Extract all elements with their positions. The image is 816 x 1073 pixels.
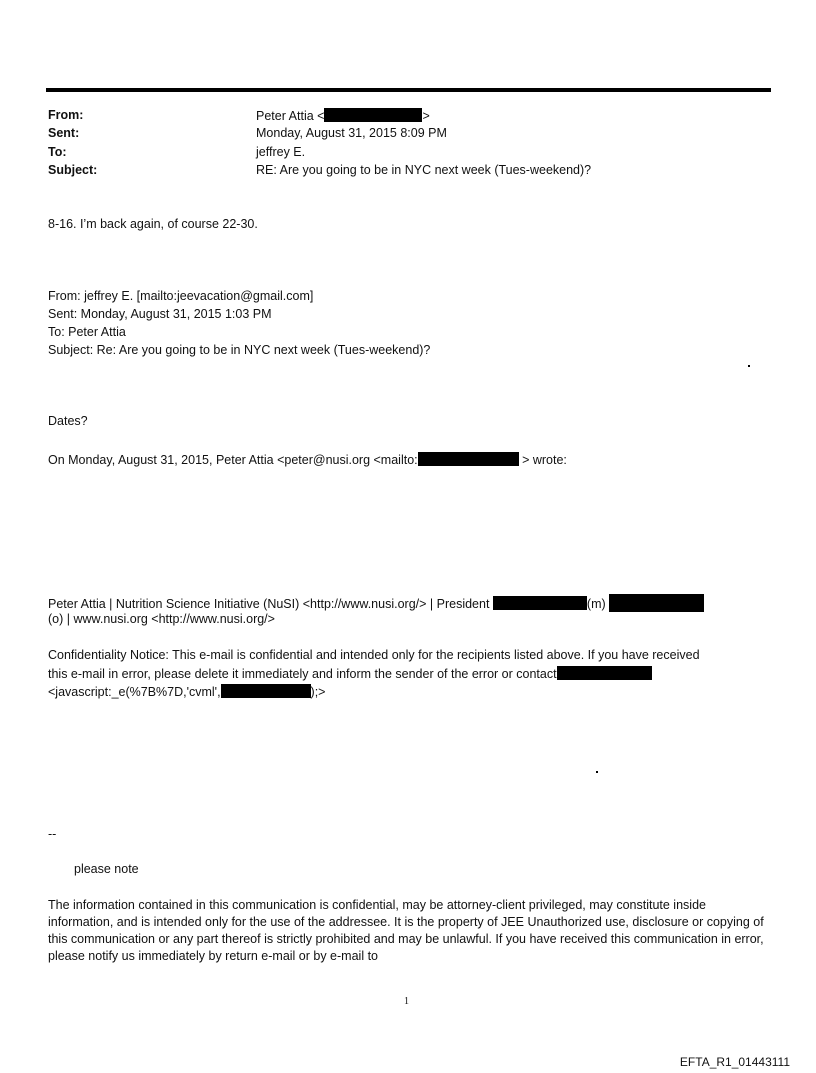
redaction-block (418, 452, 519, 466)
from-label: From: (48, 108, 84, 122)
confidentiality-line1: Confidentiality Notice: This e-mail is confidential and intended only for the recipients listed above. If you have received (48, 648, 700, 662)
quoted-from: From: jeffrey E. [mailto:jeevacation@gmail.com] (48, 289, 314, 303)
stray-dot (596, 771, 598, 773)
header-rule (46, 88, 771, 92)
signature-prefix: Peter Attia | Nutrition Science Initiative (NuSI) <http://www.nusi.org/> | President (48, 597, 493, 611)
dash-separator: -- (48, 827, 57, 841)
sent-value: Monday, August 31, 2015 8:09 PM (256, 126, 447, 140)
redaction-block (557, 666, 652, 680)
confidentiality-line3-prefix: <javascript:_e(%7B%7D,'cvml', (48, 685, 221, 699)
subject-label: Subject: (48, 163, 98, 177)
quoted-subject: Subject: Re: Are you going to be in NYC next week (Tues-weekend)? (48, 343, 431, 357)
on-wrote-line (48, 452, 567, 467)
signature-line1 (48, 594, 704, 612)
on-wrote-prefix: On Monday, August 31, 2015, Peter Attia <peter@nusi.org <mailto: (48, 453, 418, 467)
from-value (256, 108, 430, 123)
sent-label: Sent: (48, 126, 80, 140)
to-label: To: (48, 145, 67, 159)
confidentiality-line3-suffix: );> (310, 685, 326, 699)
document-id: EFTA_R1_01443111 (679, 1055, 790, 1069)
from-name: Peter Attia < (256, 109, 325, 123)
redaction-block (609, 594, 704, 612)
confidentiality-line2 (48, 666, 652, 681)
on-wrote-suffix: > wrote: (518, 453, 567, 467)
redaction-block (493, 596, 587, 610)
page-number: 1 (404, 996, 409, 1007)
confidentiality-line3 (48, 684, 325, 699)
to-value: jeffrey E. (256, 145, 306, 159)
redaction-block (324, 108, 422, 122)
reply-body: 8-16. I’m back again, of course 22-30. (48, 217, 258, 231)
subject-value: RE: Are you going to be in NYC next week (Tues-weekend)? (256, 163, 592, 177)
quoted-to: To: Peter Attia (48, 325, 126, 339)
stray-dot (748, 365, 750, 367)
disclaimer-paragraph: The information contained in this communication is confidential, may be attorney-client privileged, may constitute inside information, and is intended only for the use of the addressee. It is the property of JEE Unauthorized use, disclosure or copying of this communication or any part thereof is strictly prohibited and may be unlawful. If you have received this communication in error, please notify us immediately by return e-mail or by e-mail to (48, 898, 764, 963)
signature-mobile: (m) (586, 597, 610, 611)
quoted-sent: Sent: Monday, August 31, 2015 1:03 PM (48, 307, 272, 321)
dates-line: Dates? (48, 414, 88, 428)
signature-line2: (o) | www.nusi.org <http://www.nusi.org/> (48, 612, 275, 626)
please-note: please note (74, 862, 139, 876)
confidentiality-line2-text: this e-mail in error, please delete it immediately and inform the sender of the error or contact (48, 667, 557, 681)
from-close: > (422, 109, 430, 123)
redaction-block (221, 684, 311, 698)
